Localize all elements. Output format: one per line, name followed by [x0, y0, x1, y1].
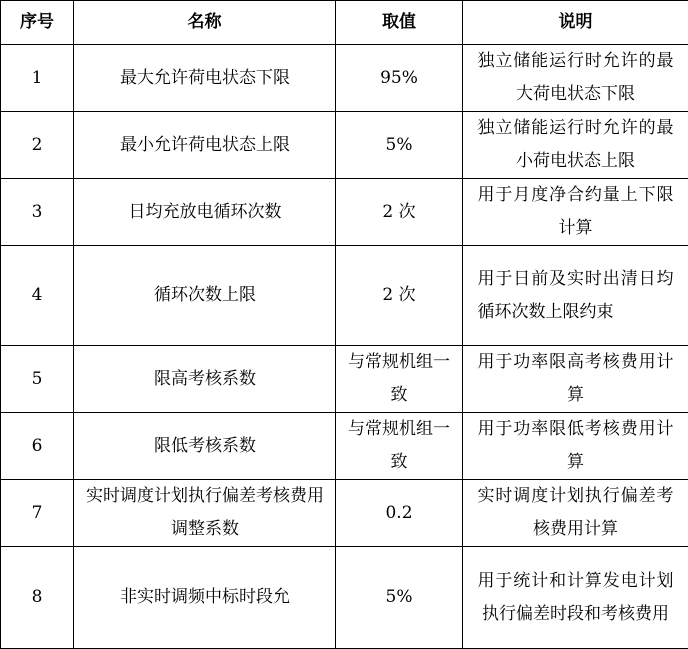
- table-row: [1, 45, 688, 112]
- row-no: 2: [1, 112, 74, 179]
- row-value: 与常规机组一致: [336, 413, 463, 480]
- header-no: 序号: [1, 1, 74, 45]
- row-value: 2 次: [336, 179, 463, 246]
- row-description: 用于功率限低考核费用计算: [463, 413, 688, 480]
- header-name: 名称: [74, 1, 336, 45]
- header-value: 取值: [336, 1, 463, 45]
- row-value: 与常规机组一致: [336, 346, 463, 413]
- header-description: 说明: [463, 1, 688, 45]
- row-no: 7: [1, 480, 74, 547]
- row-no: 3: [1, 179, 74, 246]
- row-name: 循环次数上限: [74, 246, 336, 346]
- row-description: 独立储能运行时允许的最大荷电状态下限: [463, 45, 688, 112]
- row-name: 非实时调频中标时段允: [74, 547, 336, 649]
- row-value: 5%: [336, 112, 463, 179]
- row-description: 用于统计和计算发电计划执行偏差时段和考核费用: [463, 547, 688, 649]
- table-row: [1, 346, 688, 413]
- row-no: 4: [1, 246, 74, 346]
- row-description: 独立储能运行时允许的最小荷电状态上限: [463, 112, 688, 179]
- header-row: [1, 1, 688, 45]
- row-description: 用于日前及实时出清日均循环次数上限约束: [463, 246, 688, 346]
- table-row: [1, 413, 688, 480]
- row-name: 限低考核系数: [74, 413, 336, 480]
- row-description: 用于功率限高考核费用计算: [463, 346, 688, 413]
- row-value: 95%: [336, 45, 463, 112]
- table-row: [1, 246, 688, 346]
- row-no: 5: [1, 346, 74, 413]
- table-row: [1, 547, 688, 649]
- row-no: 8: [1, 547, 74, 649]
- row-description: 用于月度净合约量上下限计算: [463, 179, 688, 246]
- row-name: 日均充放电循环次数: [74, 179, 336, 246]
- row-value: 0.2: [336, 480, 463, 547]
- row-value: 5%: [336, 547, 463, 649]
- row-name: 最小允许荷电状态上限: [74, 112, 336, 179]
- row-name: 实时调度计划执行偏差考核费用调整系数: [74, 480, 336, 547]
- row-no: 6: [1, 413, 74, 480]
- table-row: [1, 480, 688, 547]
- row-value: 2 次: [336, 246, 463, 346]
- row-name: 最大允许荷电状态下限: [74, 45, 336, 112]
- table-row: [1, 179, 688, 246]
- row-name: 限高考核系数: [74, 346, 336, 413]
- table-row: [1, 112, 688, 179]
- row-no: 1: [1, 45, 74, 112]
- row-description: 实时调度计划执行偏差考核费用计算: [463, 480, 688, 547]
